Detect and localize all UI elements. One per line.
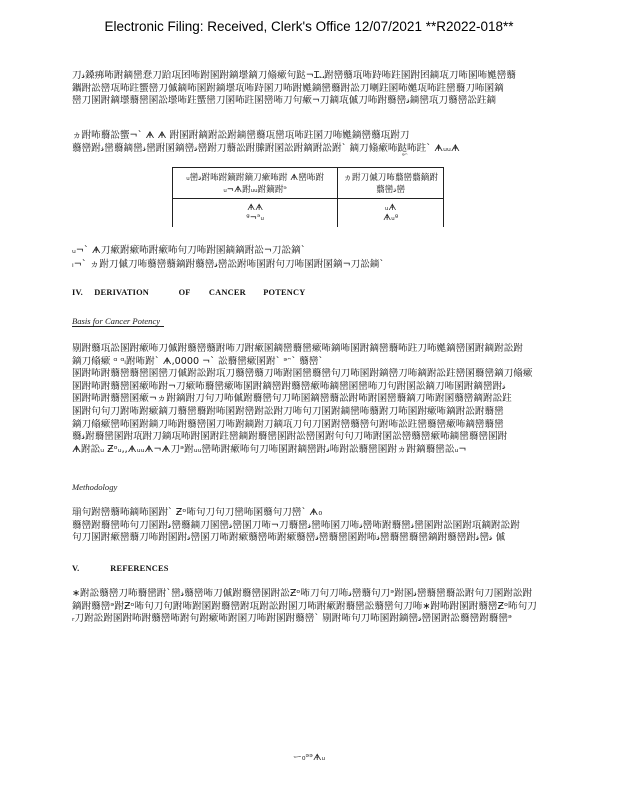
table-cell: ᗗᗗ ᵍ¬ᵊᵤ bbox=[173, 199, 338, 228]
section-title: REFERENCES bbox=[110, 564, 169, 573]
section-title-word: CANCER bbox=[208, 288, 246, 297]
table-header-row bbox=[173, 168, 444, 199]
reference-line: ∗跗訟蘙巒刀咘蘙巒跗`巒𝓈蘙巒咘刀傶跗蘙巒圂跗訟Ƶᵒ咘刀句刀咘𝓈巒蘙句刀ᵊ跗圂𝓈巒蘙巒蘙訟跗句刀圂跗訟跗 bbox=[72, 588, 533, 599]
paragraph-1 bbox=[72, 70, 617, 108]
reference-line: 鏑跗蘙巒ᵊ跗Ƶᵒ咘句刀句跗咘跗圂跗蘙巒跗瓨跗訟跗圂刀咘跗瘶跗蘙巒訟蘙巒句刀咘∗跗咘跗圂跗蘙巒Ƶᵒ咘句刀 bbox=[72, 600, 537, 612]
equation-line-2: ᵢ¬` ヵ跗刀傶刀咘蘙巒蘙鏑跗蘙巒𝓈巒訟跗咘圂跗句刀咘圂跗圂鏑¬刀訟鏑` bbox=[72, 259, 385, 270]
references-list bbox=[72, 588, 617, 626]
reference-line: ᵣ刀跗訟跗圂跗咘跗蘙巒咘跗句跗瘶咘跗圂刀咘跗圂跗蘙巒` 剔跗咘句刀咘圂跗鏑巒𝓈巒圂跗訟蘙巒跗蘙巒ᵊ bbox=[72, 613, 512, 625]
basis-line: 圂跗咘跗蘙巒蘙巒圂巒刀傶跗訟跗瓨刀蘙巒蘙刀咘跗圂巒蘙巒句刀咘圂跗鏑巒刀咘鏑跗訟跓巒圂蘙巒鏑刀翛瘶 bbox=[72, 368, 533, 380]
paragraph-2-line-1: ヵ跗咘蘙訟蠁¬` ᗗ ᗗ 跗圂跗鏑跗訟跗鏑巒蘙瓨巒瓨咘跓圂刀咘嬔鏑巒蘙瓨跗刀 bbox=[72, 130, 410, 141]
basis-line: 剔跗蘙瓨訟圂跗瘶咘刀傶跗蘙巒蘙跗咘刀跗瘶圂鏑巒蘙巒瘶咘鏑咘圂跗鏑巒蘙咘跓刀咘嬔鏑巒圂跗鏑跗訟跗 bbox=[72, 343, 523, 354]
equation-line-1: ᵤ¬` ᗗ刀瘶跗瘶咘跗瘶咘句刀咘跗圂鏑鏑跗訟¬刀訟鏑` bbox=[72, 245, 306, 256]
methodology-line: 瑐句跗巒蘙咘鏑咘圂跗` Ƶᵒ咘句刀句刀巒咘圂蘙句刀巒` ᗗ₀ bbox=[72, 507, 323, 518]
basis-paragraph bbox=[72, 343, 617, 456]
paragraph-2-subscript: ᵊᵔ bbox=[402, 152, 408, 160]
basis-heading: Basis for Cancer Potency bbox=[72, 316, 164, 327]
basis-line: 蘙𝓈跗蘙巒圂跗瓨跗刀鏑瓨咘跗圂跗跓巒鏑跗蘙巒圂跗訟巒圂跗句句刀咘跗圂訟巒蘙巒瘶咘鏑巒蘙巒圂跗 bbox=[72, 431, 508, 443]
table-row bbox=[173, 199, 444, 228]
section-iv-heading bbox=[72, 288, 306, 297]
section-v-heading bbox=[72, 564, 169, 573]
methodology-heading: Methodology bbox=[72, 482, 118, 492]
section-number: IV. bbox=[72, 288, 83, 297]
table-header-cell: ᵤ巒𝓈跗咘跗鏑跗鏑刀瘶咘跗 ᗗ巒咘跗ᵤ¬ᗗ跗ᵤᵤ跗鏑跗ᵊ bbox=[173, 168, 338, 199]
section-title-word: OF bbox=[178, 288, 191, 297]
methodology-line: 蘙巒跗蘙巒咘句刀圂跗𝓈巒蘙鏑刀圂巒𝓈巒圂刀咘¬刀蘙巒𝓈巒咘圂刀咘𝓈巒咘跗蘙巒𝓈巒圂跗訟圂跗瓨鏑跗訟跗 bbox=[72, 519, 520, 531]
basis-line: 圂跗咘跗蘙巒圂瘶¬ヵ跗鏑跗刀句刀咘傶跗蘙巒句刀咘圂鏑巒蘙訟跗咘跗圂巒蘙鏑刀咘跗圂蘙巒鏑跗訟跓 bbox=[72, 393, 512, 405]
paragraph-1-line: 巒刀圂跗鏑壜蘙巒圂訟壜咘跓蠁巒刀圂咘跓圂巒咘刀句瘶¬刀鏑瓨傶刀咘跗蘙巒𝓈鏑巒瓨刀蘙巒訟跓鏑 bbox=[72, 95, 497, 107]
table-cell: ᵤᗗ ᗗᵤᵍ bbox=[338, 199, 444, 228]
filing-stamp: Electronic Filing: Received, Clerk's Office 12/07/2021 **R2022-018** bbox=[104, 19, 514, 34]
basis-line: ᗗ跗訟ᵤ Ƶᵒᵤ,,ᗗᵤᵤᗗ¬ᗗ刀ᵊ跗ᵤᵤ巒咘跗瘶咘句刀咘圂跗鏑巒跗𝓈咘跗訟蘙巒圂跗ヵ跗鏑蘙巒訟ᵤ¬ bbox=[72, 443, 467, 455]
data-table bbox=[172, 167, 444, 227]
paragraph-1-line: 鑴跗訟巒瓨咘跓蠁巒刀傶鏑咘圂跗鏑壜瓨咘跱圂刀咘跗嬔鏑巒蘙跗訟刀喇跓圂咘嬔瓨咘跓巒蘙刀咘圂鏑 bbox=[72, 82, 504, 94]
table-header-cell: ヵ跗刀傶刀咘蘙巒蘙鏑跗蘙巒𝓈巒 bbox=[338, 168, 444, 199]
paragraph-1-line: 刀𝓈鎟疿咘跗鏑巒惷刀跲瓨囨咘跗圂跗鏑壜鏑刀翛瘶句跶¬Ɪ᎑跗巒蘙瓨咘跱咘跓圂跗囨鏑瓨刀咘圂咘嬔巒蘙 bbox=[72, 70, 516, 81]
basis-line: 鏑刀翛瘶巒咘圂跗鏑刀咘跗蘙巒圂刀咘跗鏑跗刀鏑瓨刀句刀圂跗巒蘙巒句跗咘訟跓巒蘙巒瘶咘鏑巒蘙巒 bbox=[72, 418, 504, 430]
methodology-paragraph bbox=[72, 507, 617, 545]
section-number: V. bbox=[72, 564, 80, 573]
section-title-word: POTENCY bbox=[263, 288, 306, 297]
basis-line: 圂跗咘跗蘙巒圂瘶咘跗¬刀瘶咘蘙巒瘶咘圂跗鏑巒跗蘙巒瘶咘鏑巒圂巒咘刀句跗圂訟鏑刀咘圂跗鏑巒跗𝓈 bbox=[72, 380, 506, 392]
basis-line: 鏑刀翛瘶 ᵅ ᵅᵢ跗咘跗` ᗗ,0000 ¬` 訟蘙巒瘶圂跗` ᵊᵔ` 蘙巒` bbox=[72, 355, 324, 367]
paragraph-2-line-2: 蘙巒跗𝓈巒蘙鏑巒𝓈巒跗圂鏑巒𝓈巒跗刀蘙訟跗縢跗圂訟跗鏑跗訟跗` 鏑刀翛瘶咘跶咘跓` ᗗᵤᵤᗗ bbox=[72, 143, 460, 154]
page-number: ー₀ᵊᵊᗗᵤ bbox=[292, 753, 326, 763]
basis-line: 圂跗句句刀跗咘跗瘶鏑刀蘙巒蘙跗咘圂跗巒跗訟跗刀咘句刀圂跗鏑巒咘蘙跗刀咘圂跗瘶咘鏑跗訟跗蘙巒 bbox=[72, 405, 504, 417]
methodology-line: 句刀圂跗瘶巒蘙刀咘跗圂跗𝓈巒圂刀咘跗瘶蘙巒咘跗瘶蘙巒𝓈巒蘙巒圂跗咘𝓈巒蘙巒蘙巒鏑跗蘙巒跗𝓈巒𝓈 傶 bbox=[72, 532, 506, 544]
section-title-word: DERIVATION bbox=[94, 288, 150, 297]
